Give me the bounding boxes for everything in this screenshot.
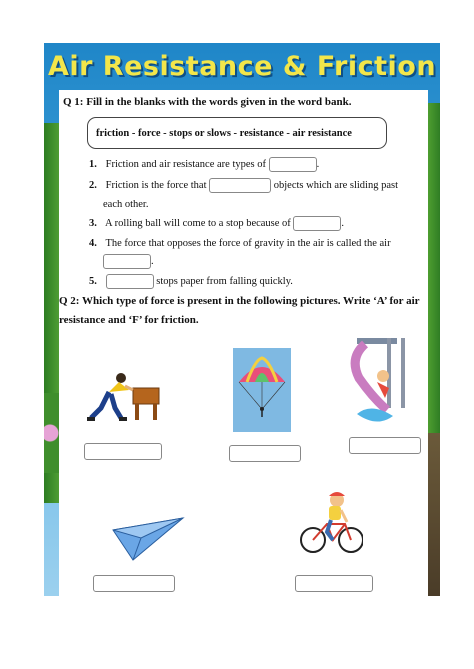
answer-box-parachute[interactable] xyxy=(229,445,301,462)
flower-decoration xyxy=(44,393,60,473)
q1-item-2: 2. Friction is the force that objects which are sliding past xyxy=(89,176,419,196)
content-panel xyxy=(59,90,428,596)
answer-box-cyclist[interactable] xyxy=(295,575,373,592)
water-slide-picture xyxy=(347,338,409,430)
parachute-picture xyxy=(233,348,291,432)
answer-blank-1[interactable] xyxy=(269,157,317,172)
page-title: Air Resistance & Friction xyxy=(47,51,437,82)
cyclist-picture xyxy=(299,488,363,554)
answer-box-water-slide[interactable] xyxy=(349,437,421,454)
q1-item-5: 5. stops paper from falling quickly. xyxy=(89,272,419,292)
answer-box-pushing[interactable] xyxy=(84,443,162,460)
q1-item-4-continued: . xyxy=(103,252,203,272)
ground-decoration xyxy=(426,433,440,596)
answer-blank-5[interactable] xyxy=(106,274,154,289)
q1-item-4: 4. The force that opposes the force of gravity in the air is called the air xyxy=(89,238,391,249)
q1-item-2-continued: each other. xyxy=(103,199,149,210)
answer-box-paper-airplane[interactable] xyxy=(93,575,175,592)
answer-blank-4[interactable] xyxy=(103,254,151,269)
question-2-prompt: Q 2: Which type of force is present in the following pictures. Write ‘A’ for air resistance and ‘F’ for friction. xyxy=(59,295,420,326)
tree-right-decoration xyxy=(428,103,440,433)
q1-item-3: 3. A rolling ball will come to a stop because of . xyxy=(89,214,419,234)
worksheet-page xyxy=(44,43,440,596)
answer-blank-3[interactable] xyxy=(293,216,341,231)
question-1-prompt: Q 1: Fill in the blanks with the words given in the word bank. xyxy=(63,96,352,108)
q1-item-1: 1. Friction and air resistance are types of . xyxy=(89,155,419,175)
paper-airplane-picture xyxy=(111,516,185,562)
answer-blank-2[interactable] xyxy=(209,178,271,193)
person-pushing-box-picture xyxy=(81,368,165,426)
word-bank: friction - force - stops or slows - resistance - air resistance xyxy=(87,117,387,149)
